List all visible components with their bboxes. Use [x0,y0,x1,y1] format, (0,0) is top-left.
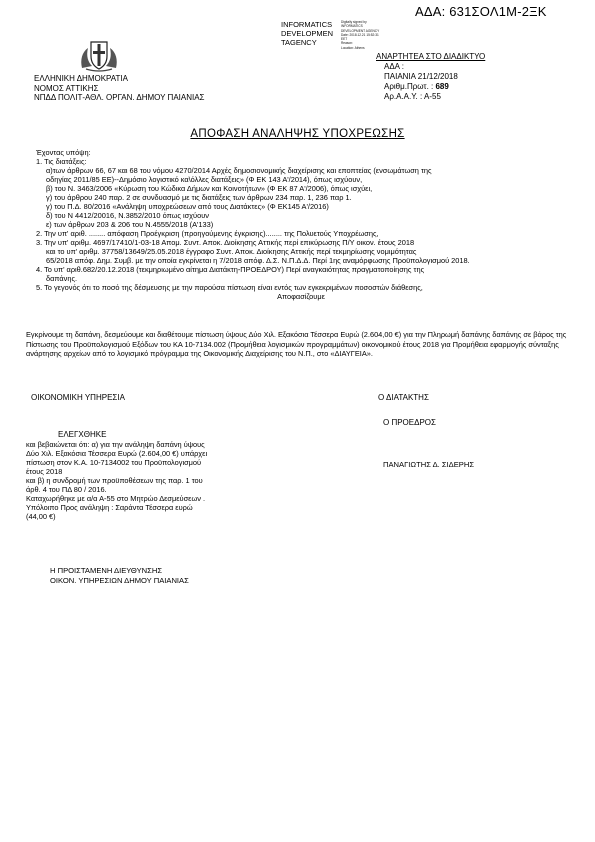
sig-detail: EET [341,37,348,42]
issuer-line: ΝΠΔΔ ΠΟΛΙΤ-ΑΘΛ. ΟΡΓΑΝ. ΔΗΜΟΥ ΠΑΙΑΝΙΑΣ [34,93,205,102]
body-line: β) του Ν. 3463/2006 «Κύρωση του Κώδικα Δήμων και Κοινοτήτων» (Φ ΕΚ 87 Α'/2006), όπως ισχύει, [46,184,373,193]
ada-label: ΑΔΑ : [384,62,405,71]
issuer-line: ΝΟΜΟΣ ΑΤΤΙΚΗΣ [34,83,99,93]
body-line: γ) του Π.Δ. 80/2016 «Ανάληψη υποχρεώσεων από τους Διατάκτες» (Φ ΕΚ145 Α'/2016) [46,202,329,211]
signer-name: ΠΑΝΑΓΙΩΤΗΣ Δ. ΣΙΔΕΡΗΣ [383,460,475,469]
body-line: α)των άρθρων 66, 67 και 68 του νόμου 4270/2014 Αρχές δημοσιονομικής διαχείρισης και εποπτείας (ενσωμάτωση της [46,166,432,175]
digital-signature-org [281,20,333,47]
sig-detail: Reason: [341,41,353,46]
digital-signature-line: TAGENCY [281,38,317,47]
financial-service-label: ΟΙΚΟΝΟΜΙΚΗ ΥΠΗΡΕΣΙΑ [31,393,125,402]
sig-detail: Date: 2018.12.21 15:52:31 [341,32,379,37]
body-line: και το υπ' αριθμ. 37758/13649/25.05.2018 έγγραφο Συντ. Αποκ. Διοίκησης Αττικής περί τεκμηρίωσης νομιμότητας [46,247,417,256]
body-line: 5. Το γεγονός ότι το ποσό της δέσμευσης με την παρούσα πίστωση είναι εντός των εγκεκριμένων ποσοστών διάθεσης, [36,283,423,292]
protocol-line [384,82,485,92]
decision-text: Εγκρίνουμε τη δαπάνη, δεσμεύουμε και διαθέτουμε πίστωση ύψους Δύο Χιλ. Εξακόσια Τέσσερα Ευρώ (2.604,00 €) για την Πληρωμή δαπάνης δαπάνης σε βάρος της Πίστωσης του Προϋπολογισμού Εξόδων του ΚΑ 10-7134.002 (Προμήθεια λογισμικών προγραμμάτων) οικονομικού έτους 2018 για Προμήθεια εφαρμογής σύνταξης ανάρτησης αρχείων από το λογισμικό πρόγραμμα της Οικονομικής Διαχείρισης του Ν.Π., στο «ΔΙΑΥΓΕΙΑ». [26,330,567,358]
date-line: ΠΑΙΑΝΙΑ 21/12/2018 [384,72,458,81]
certify-line: Υπόλοιπο Προς ανάληψη : Σαράντα Τέσσερα ευρώ [26,503,193,512]
digital-signature-line: INFORMATICS [281,20,333,29]
digital-signature-line: DEVELOPMEN [281,29,334,38]
ada-code: ΑΔΑ: 631ΣΟΛ1Μ-2ΞΚ [415,4,547,19]
certify-line: και β) η συνδρομή των προϋποθέσεων της παρ. 1 του [26,476,203,485]
sig-detail: Location: Athens [341,45,365,50]
protocol-label: Αριθμ.Πρωτ. : [384,82,434,91]
certify-line: πίστωση στον Κ.Α. 10-7134002 του Προϋπολογισμού [26,458,202,467]
greek-coat-of-arms-icon [76,38,122,72]
body-line: 1. Τις διατάξεις: [36,157,87,166]
authorizer-label: Ο ΔΙΑΤΑΚΤΗΣ [378,393,429,402]
directorate-line: ΟΙΚΟΝ. ΥΠΗΡΕΣΙΩΝ ΔΗΜΟΥ ΠΑΙΑΝΙΑΣ [50,576,189,585]
header-left [34,74,205,103]
sig-detail: DEVELOPMENT AGENCY [341,28,380,33]
body-line: Έχοντας υπόψη: [36,148,91,157]
header-right [376,52,485,102]
directorate-head-block [50,566,189,586]
checked-title: ΕΛΕΓΧΘΗΚΕ [58,430,107,439]
protocol-value: 689 [435,82,449,91]
body-line: 3. Την υπ' αριθμ. 4697/17410/1-03-18 Απομ. Συντ. Αποκ. Διοίκησης Αττικής περί επικύρωσης Π/Υ οικον. έτους 2018 [36,238,415,247]
body-line: οδηγίας 2011/85 ΕΕ)--Δημόσιο λογιστικό κα\όλλες διατάξεις» (Φ ΕΚ 143 Α'/2014), όπως ισχύουν, [46,175,363,184]
body-line: ε) των άρθρων 203 & 206 του Ν.4555/2018 (Α'133) [46,220,214,229]
aay-line: Αρ.Α.Α.Υ. : Α-55 [384,92,441,101]
certify-line: Καταχωρήθηκε με α/α Α-55 στο Μητρώο Δεσμεύσεων . [26,494,206,503]
certify-line: έτους 2018 [26,467,63,476]
body-line: 2. Την υπ' αριθ. ........ απόφαση Προέγκριση (προηγούμενης έγκρισης)........ της Πολυετούς Υποχρέωσης, [36,229,379,238]
certify-line: άρθ. 4 του ΠΔ 80 / 2016. [26,485,107,494]
sig-detail: INFORMATICS [341,24,363,29]
decide-line: Αποφασίζουμε [277,292,325,301]
certify-line: Δύο Χιλ. Εξακόσια Τέσσερα Ευρώ (2.604,00 €) υπάρχει [26,449,208,458]
body-line: 4. Το υπ' αριθ.682/20.12.2018 (τεκμηριωμένο αίτημα Διατάκτη-ΠΡΟΕΔΡΟΥ) Περί αναγκαιότητας πραγματοποίησης της [36,265,425,274]
president-label: Ο ΠΡΟΕΔΡΟΣ [383,418,436,427]
certify-line: (44,00 €) [26,512,56,521]
body-line: 65/2018 απόφ. Δημ. Συμβ. με την οποία εγκρίνεται η 7/2018 απόφ. Δ.Σ. Ν.Π.Δ.Δ. Περί 1ης αναμόρφωσης Προϋπολογισμού 2018. [46,256,470,265]
body-line: δ) του Ν 4412/20016, Ν.3852/2010 όπως ισχύουν [46,211,209,220]
document-title: ΑΠΟΦΑΣΗ ΑΝΑΛΗΨΗΣ ΥΠΟΧΡΕΩΣΗΣ [190,128,405,140]
sig-detail: Digitally signed by [341,20,367,24]
certification-block [26,440,316,521]
publication-note: ΑΝΑΡΤΗΤΕΑ ΣΤΟ ΔΙΑΔΙΚΤΥΟ [376,52,486,61]
body-line: δαπάνης. [46,274,78,283]
considerations [26,148,576,301]
certify-line: και βεβαιώνεται ότι: α) για την ανάληψη δαπάνη ύψους [26,440,205,449]
issuer-line: ΕΛΛΗΝΙΚΗ ΔΗΜΟΚΡΑΤΙΑ [34,74,128,83]
digital-signature-details [341,20,401,50]
body-line: γ) του άρθρου 240 παρ. 2 σε συνδυασμό με τις διατάξεις των άρθρων 234 παρ. 1, 236 παρ 1. [46,193,352,202]
directorate-line: Η ΠΡΟΙΣΤΑΜΕΝΗ ΔΙΕΥΘΥΝΣΗΣ [50,566,163,575]
